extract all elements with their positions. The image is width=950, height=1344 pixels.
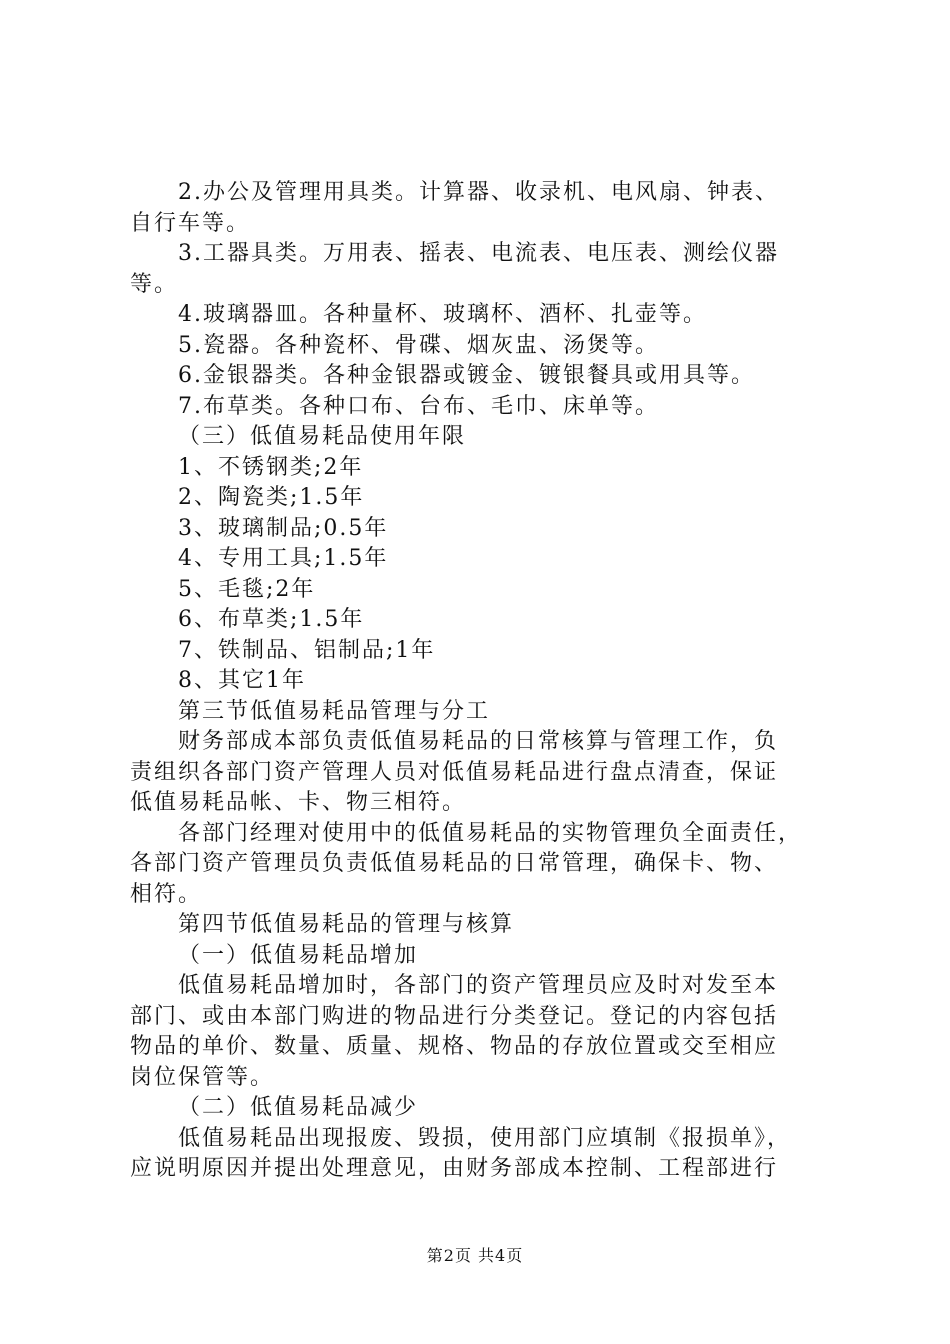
- document-body: [130, 178, 830, 1185]
- text-line: 5.瓷器。各种瓷杯、骨碟、烟灰盅、汤煲等。: [178, 332, 659, 358]
- list-item: 8、其它1年: [178, 668, 306, 693]
- text-line: 低值易耗品增加时，各部门的资产管理员应及时对发至本: [178, 973, 779, 998]
- text-line: 3.工器具类。万用表、摇表、电流表、电压表、测绘仪器: [178, 241, 779, 266]
- text-line: 岗位保管等。: [130, 1064, 275, 1090]
- text-line: 自行车等。: [130, 210, 251, 236]
- text-line: 责组织各部门资产管理人员对低值易耗品进行盘点清查，保证: [130, 759, 779, 785]
- list-item: 2、陶瓷类;1.5年: [178, 485, 365, 510]
- list-item: 6、布草类;1.5年: [178, 607, 365, 632]
- text-line: 物品的单价、数量、质量、规格、物品的存放位置或交至相应: [130, 1034, 779, 1059]
- list-item: 1、不锈钢类;2年: [178, 454, 364, 480]
- section-heading: 第三节低值易耗品管理与分工: [178, 698, 491, 724]
- text-line: 部门、或由本部门购进的物品进行分类登记。登记的内容包括: [130, 1003, 779, 1029]
- section-heading: （二）低值易耗品减少: [178, 1095, 419, 1120]
- text-line: 各部门经理对使用中的低值易耗品的实物管理负全面责任，: [178, 820, 803, 846]
- text-line: 各部门资产管理员负责低值易耗品的日常管理，确保卡、物、: [130, 851, 779, 876]
- text-line: 相符。: [130, 881, 203, 907]
- text-line: 等。: [130, 271, 179, 297]
- text-line: 低值易耗品出现报废、毁损，使用部门应填制《报损单》，: [178, 1125, 792, 1151]
- list-item: 5、毛毯;2年: [178, 576, 316, 602]
- list-item: 7、铁制品、铝制品;1年: [178, 637, 436, 663]
- text-line: 低值易耗品帐、卡、物三相符。: [130, 790, 467, 815]
- section-heading: （三）低值易耗品使用年限: [178, 424, 467, 449]
- page-number: 第2页 共4页: [426, 1246, 524, 1265]
- text-line: 7.布草类。各种口布、台布、毛巾、床单等。: [178, 393, 659, 419]
- text-line: 4.玻璃器皿。各种量杯、玻璃杯、酒杯、扎壶等。: [178, 302, 707, 327]
- section-heading: 第四节低值易耗品的管理与核算: [178, 912, 515, 937]
- text-line: 6.金银器类。各种金银器或镀金、镀银餐具或用具等。: [178, 363, 755, 388]
- list-item: 4、专用工具;1.5年: [178, 546, 389, 571]
- list-item: 3、玻璃制品;0.5年: [178, 515, 389, 541]
- section-heading: （一）低值易耗品增加: [178, 942, 419, 968]
- text-line: 财务部成本部负责低值易耗品的日常核算与管理工作，负: [178, 729, 779, 754]
- text-line: 2.办公及管理用具类。计算器、收录机、电风扇、钟表、: [178, 180, 779, 205]
- text-line: 应说明原因并提出处理意见，由财务部成本控制、工程部进行: [130, 1156, 779, 1181]
